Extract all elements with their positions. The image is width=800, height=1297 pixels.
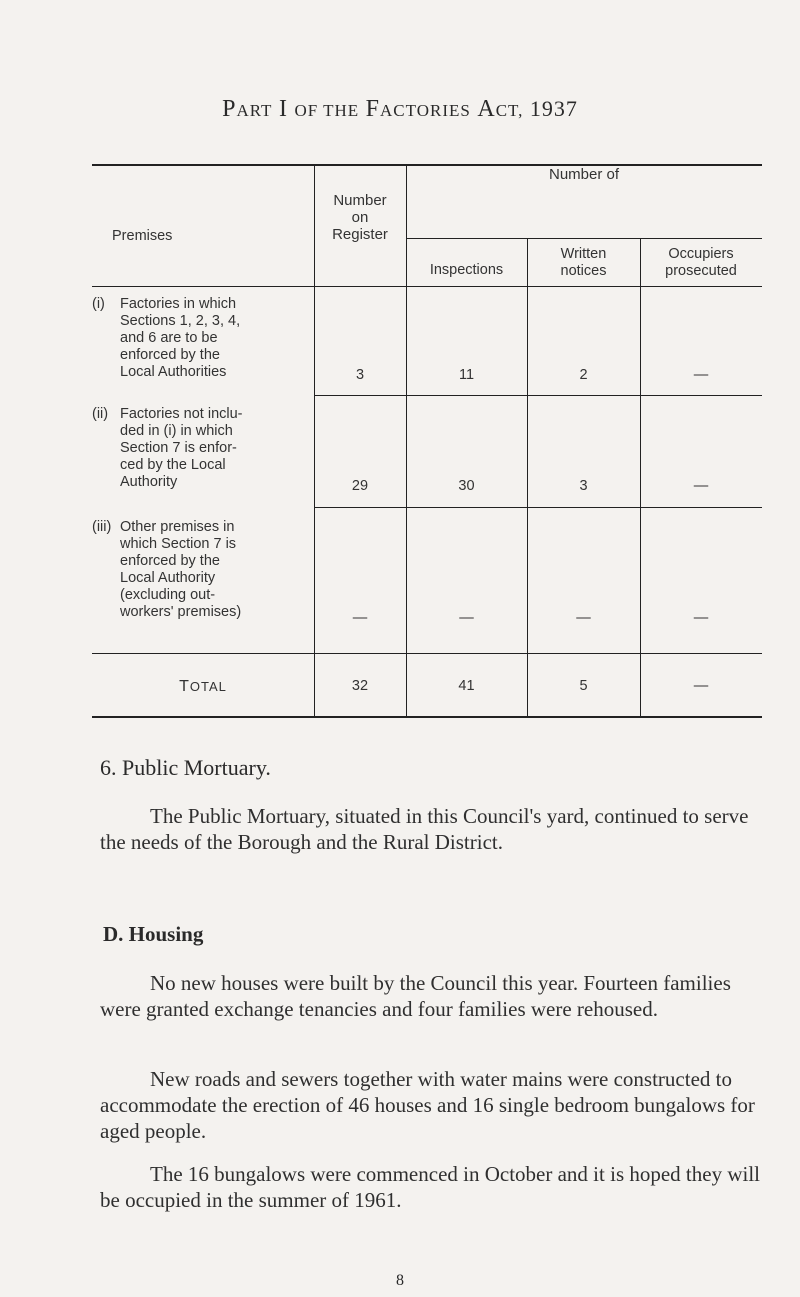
premise-line: which Section 7 is — [120, 536, 237, 552]
heading-letter: P — [222, 96, 237, 122]
total-notices: 5 — [579, 678, 588, 694]
premise-description — [120, 406, 318, 491]
premise-description — [120, 519, 318, 621]
notices-value: 2 — [579, 367, 588, 383]
prosecuted-value: — — [693, 478, 709, 494]
premise-line: (excluding out- — [120, 587, 216, 603]
register-value: 3 — [355, 367, 365, 383]
row-rule — [314, 395, 762, 396]
premise-line: Factories in which — [120, 296, 237, 312]
header-line: Register — [332, 226, 388, 243]
mortuary-paragraph: The Public Mortuary, situated in this Council's yard, continued to serve the needs of the Borough and the Rural District. — [100, 804, 749, 854]
page-heading — [0, 96, 800, 123]
header-line: Number — [333, 192, 387, 209]
premise-line: enforced by the — [120, 347, 220, 363]
header-occupiers-prosecuted — [640, 246, 762, 280]
header-line: Occupiers — [668, 246, 734, 262]
premise-line: Authority — [120, 474, 178, 490]
column-rule — [406, 166, 407, 718]
premise-line: Section 7 is enfor- — [120, 440, 237, 456]
header-written-notices — [527, 246, 640, 280]
row-number: (ii) — [92, 406, 109, 422]
header-inspections: Inspections — [429, 262, 504, 278]
table-row-premise — [92, 406, 314, 496]
table-row-premise — [92, 519, 314, 629]
header-number-on-register — [314, 192, 406, 243]
housing-paragraph-3: The 16 bungalows were commenced in October and it is hoped they will be occupied in the summer of 1961. — [100, 1162, 761, 1212]
total-prosecuted: — — [693, 678, 709, 694]
premise-line: ced by the Local — [120, 457, 226, 473]
header-subrule — [406, 238, 762, 239]
premise-line: Factories not inclu- — [120, 406, 243, 422]
register-value: — — [352, 610, 368, 626]
page-number: 8 — [396, 1272, 404, 1289]
premise-line: Local Authorities — [120, 364, 227, 380]
total-inspections: 41 — [458, 678, 475, 694]
premise-line: workers' premises) — [120, 604, 242, 620]
premise-description — [120, 296, 318, 381]
heading-year: 1937 — [529, 96, 578, 121]
prosecuted-value: — — [693, 367, 709, 383]
heading-word: ART — [236, 101, 273, 120]
heading-word: ACTORIES — [380, 101, 471, 120]
header-number-of: Number of — [548, 166, 620, 183]
table-bottom-rule — [92, 716, 762, 718]
header-premises: Premises — [112, 228, 173, 244]
notices-value: 3 — [579, 478, 588, 494]
inspections-value: — — [459, 610, 474, 626]
header-line: prosecuted — [665, 263, 737, 279]
factories-table — [92, 164, 762, 719]
heading-word: OF THE — [294, 101, 360, 120]
heading-letter: F — [365, 96, 381, 122]
total-rule — [92, 653, 762, 654]
header-line: notices — [560, 263, 607, 279]
inspections-value: 30 — [458, 478, 475, 494]
heading-numeral: I — [278, 96, 288, 122]
header-line: Written — [560, 246, 607, 262]
total-label: TOTAL — [179, 678, 227, 695]
housing-paragraph-1: No new houses were built by the Council this year. Fourteen families were granted exchange tenancies and four families were rehoused. — [100, 971, 731, 1021]
heading-letter: A — [477, 96, 496, 122]
heading-word: CT, — [495, 101, 524, 120]
header-bottom-rule — [92, 286, 762, 287]
table-row-premise — [92, 296, 314, 386]
header-line: on — [351, 209, 369, 226]
prosecuted-value: — — [693, 610, 709, 626]
row-number: (i) — [92, 296, 105, 312]
premise-line: ded in (i) in which — [120, 423, 233, 439]
premise-line: enforced by the — [120, 553, 220, 569]
premise-line: and 6 are to be — [120, 330, 218, 346]
total-register: 32 — [351, 678, 369, 694]
section-title-mortuary: 6. Public Mortuary. — [100, 755, 271, 780]
register-value: 29 — [351, 478, 369, 494]
section-title-housing: D. Housing — [103, 922, 204, 946]
premise-line: Local Authority — [120, 570, 216, 586]
premise-line: Sections 1, 2, 3, 4, — [120, 313, 241, 329]
housing-paragraph-2: New roads and sewers together with water mains were constructed to accommodate the erection of 46 houses and 16 single bedroom bungalows for aged people. — [100, 1067, 755, 1143]
premise-line: Other premises in — [120, 519, 235, 535]
row-rule — [314, 507, 762, 508]
inspections-value: 11 — [458, 367, 475, 383]
row-number: (iii) — [92, 519, 112, 535]
notices-value: — — [576, 610, 591, 626]
